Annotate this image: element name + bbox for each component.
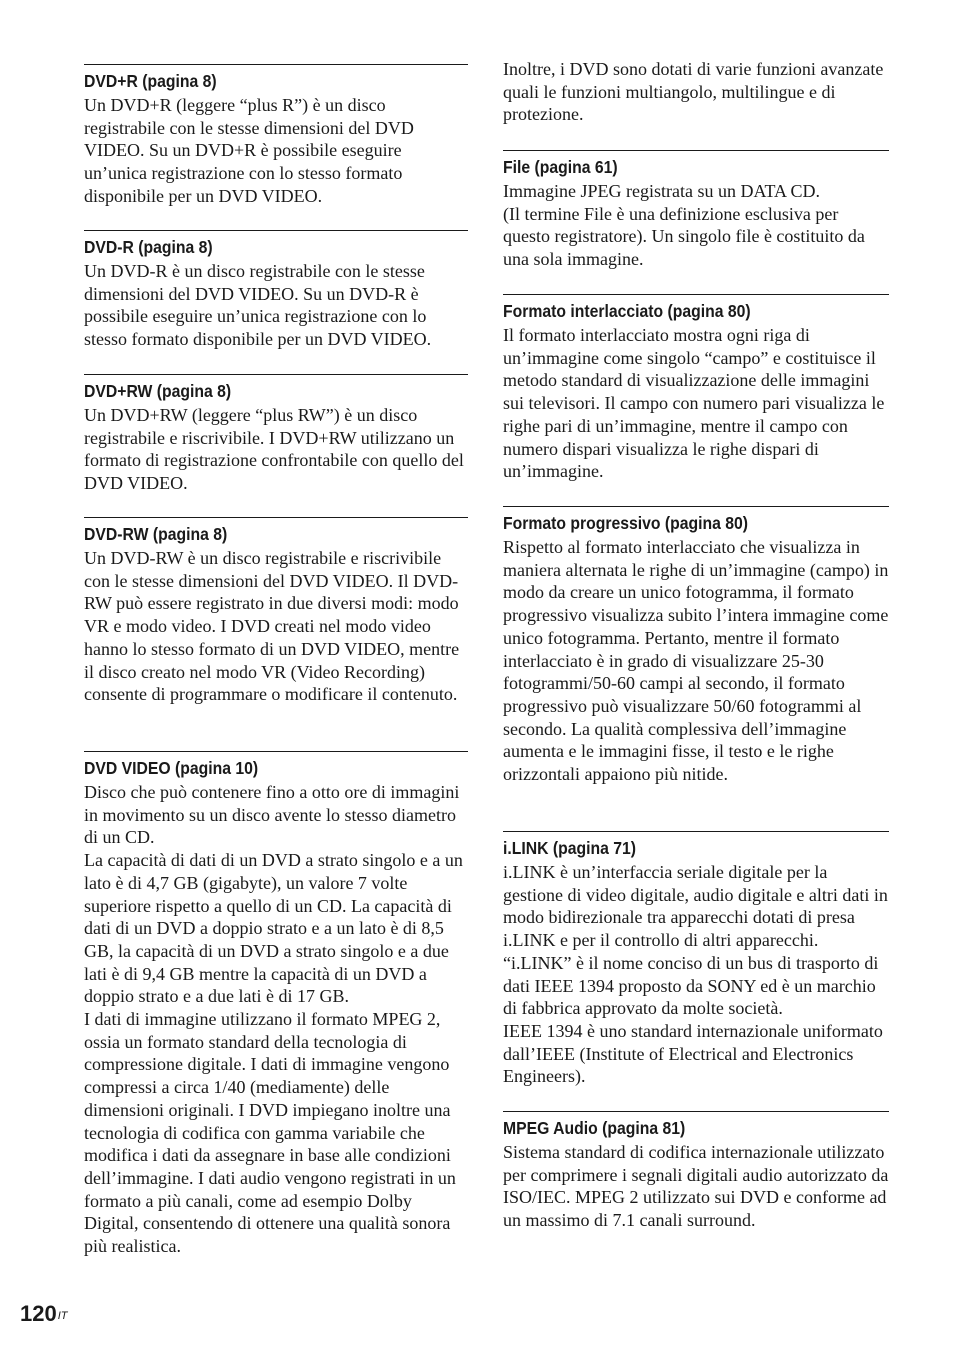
dvd-video-continuation: Inoltre, i DVD sono dotati di varie funzioni avanzate quali le funzioni multiangolo, multilingue e di protezione. — [503, 59, 884, 125]
entry-body — [503, 180, 889, 271]
glossary-entry-ilink — [503, 831, 889, 1088]
glossary-entry-dvd-rw — [84, 517, 468, 706]
entry-paragraph: La capacità di dati di un DVD a strato singolo e a un lato è di 4,7 GB (gigabyte), un valore 7 volte superiore rispetto a quello di un CD. La capacità di dati di un DVD a doppio strato e a un lato è di 8,5 GB, la capacità di un DVD a strato singolo e a due lati è di 9,4 GB mentre la capacità di un DVD a doppio strato e a due lati è di 17 GB. — [84, 850, 463, 1007]
entry-paragraph: I dati di immagine utilizzano il formato MPEG 2, ossia un formato standard della tecnologia di compressione digitale. I dati di immagine vengono compressi a circa 1/40 (mediamente) delle dimensioni originali. I DVD impiegano inoltre una tecnologia di codifica con gamma variabile che modifica i dati da assegnare in base alle condizioni dell’immagine. I dati audio vengono registrati in un formato a più canali, come ad esempio Dolby Digital, consentendo di ottenere una qualità sonora più realistica. — [84, 1009, 456, 1257]
page-number-value: 120 — [20, 1301, 57, 1326]
entry-body — [84, 404, 468, 495]
entry-body — [503, 324, 889, 483]
entry-body — [503, 1141, 889, 1232]
entry-title: DVD-R (pagina 8) — [84, 237, 213, 257]
entry-title: DVD-RW (pagina 8) — [84, 524, 228, 544]
glossary-entry-mpeg-audio — [503, 1111, 889, 1232]
entry-title: Formato progressivo (pagina 80) — [503, 513, 749, 533]
entry-title: DVD+R (pagina 8) — [84, 71, 217, 91]
glossary-entry-dvd-r — [84, 230, 468, 351]
entry-paragraph: Immagine JPEG registrata su un DATA CD. — [503, 181, 821, 201]
entry-paragraph: IEEE 1394 è uno standard internazionale uniformato dall’IEEE (Institute of Electrical and Electronics Engineers). — [503, 1020, 883, 1087]
glossary-entry-file — [503, 150, 889, 271]
entry-body — [84, 94, 468, 208]
entry-title: i.LINK (pagina 71) — [503, 838, 637, 858]
entry-title: DVD+RW (pagina 8) — [84, 381, 232, 401]
entry-title: DVD VIDEO (pagina 10) — [84, 758, 259, 778]
page-number — [20, 1300, 68, 1328]
entry-paragraph: (Il termine File è una definizione esclusiva per questo registratore). Un singolo file è costituito da una sola immagine. — [503, 203, 865, 270]
glossary-entry-progressive-format — [503, 506, 889, 786]
entry-paragraph: Un DVD-RW è un disco registrabile e riscrivibile con le stesse dimensioni del DVD VIDEO. Il DVD-RW può essere registrato in due diversi modi: modo VR e modo video. I DVD creati nel modo video hanno lo stesso formato di un DVD VIDEO, mentre il disco creato nel modo VR (Video Recording) consente di programmare o modificare il contenuto. — [84, 548, 460, 705]
page-language-code: IT — [57, 1310, 68, 1322]
entry-paragraph: Il formato interlacciato mostra ogni riga di un’immagine come singolo “campo” e costituisce il metodo standard di visualizzazione delle immagini sui televisori. Il campo con numero pari visualizza le righe pari di un’immagine, mentre il campo con numero dispari visualizza le righe dispari di un’immagine. — [503, 325, 885, 482]
entry-body — [503, 536, 889, 786]
entry-body — [84, 260, 468, 351]
entry-paragraph: “i.LINK” è il nome conciso di un bus di trasporto di dati IEEE 1394 proposto da SONY ed è un marchio di fabbrica approvato da molte società. — [503, 952, 879, 1019]
glossary-entry-dvd-video — [84, 751, 468, 1258]
entry-body — [84, 547, 468, 706]
glossary-entry-dvd-plus-r — [84, 64, 468, 208]
entry-title: Formato interlacciato (pagina 80) — [503, 301, 751, 321]
entry-paragraph: Un DVD+RW (leggere “plus RW”) è un disco registrabile e riscrivibile. I DVD+RW utilizzano un formato di registrazione confrontabile con quello del DVD VIDEO. — [84, 405, 464, 494]
entry-paragraph: i.LINK è un’interfaccia seriale digitale per la gestione di video digitale, audio digitale e altri dati in modo bidirezionale tra apparecchi dotati di presa i.LINK e per il controllo di altri apparecchi. — [503, 862, 888, 951]
entry-paragraph: Un DVD-R è un disco registrabile con le stesse dimensioni del DVD VIDEO. Su un DVD-R è possibile eseguire un’unica registrazione con lo stesso formato disponibile per un DVD VIDEO. — [84, 261, 432, 350]
glossary-entry-interlaced-format — [503, 294, 889, 483]
entry-body — [84, 781, 468, 1258]
entry-title: MPEG Audio (pagina 81) — [503, 1118, 686, 1138]
glossary-entry-dvd-plus-rw — [84, 374, 468, 495]
entry-paragraph: Sistema standard di codifica internazionale utilizzato per comprimere i segnali digitali audio autorizzato da ISO/IEC. MPEG 2 utilizzato sui DVD e conforme ad un massimo di 7.1 canali surround. — [503, 1142, 889, 1231]
entry-title: File (pagina 61) — [503, 157, 618, 177]
entry-paragraph: Un DVD+R (leggere “plus R”) è un disco registrabile con le stesse dimensioni del DVD VIDEO. Su un DVD+R è possibile eseguire un’unica registrazione con lo stesso formato disponibile per un DVD VIDEO. — [84, 95, 414, 206]
entry-body — [503, 861, 889, 1088]
entry-paragraph: Disco che può contenere fino a otto ore di immagini in movimento su un disco avente lo stesso diametro di un CD. — [84, 782, 460, 848]
entry-paragraph: Rispetto al formato interlacciato che visualizza in maniera alternata le righe di un’immagine (campo) in modo da creare un unico fotogramma, il formato progressivo visualizza subito l’intera immagine come unico fotogramma. Pertanto, mentre il formato interlacciato è in grado di visualizzare 25-30 fotogrammi/50-60 campi al secondo, il formato progressivo può visualizzare 50/60 fotogrammi al secondo. La qualità complessiva dell’immagine aumenta e le immagini fisse, il testo e le righe orizzontali appaiono più nitide. — [503, 537, 889, 785]
